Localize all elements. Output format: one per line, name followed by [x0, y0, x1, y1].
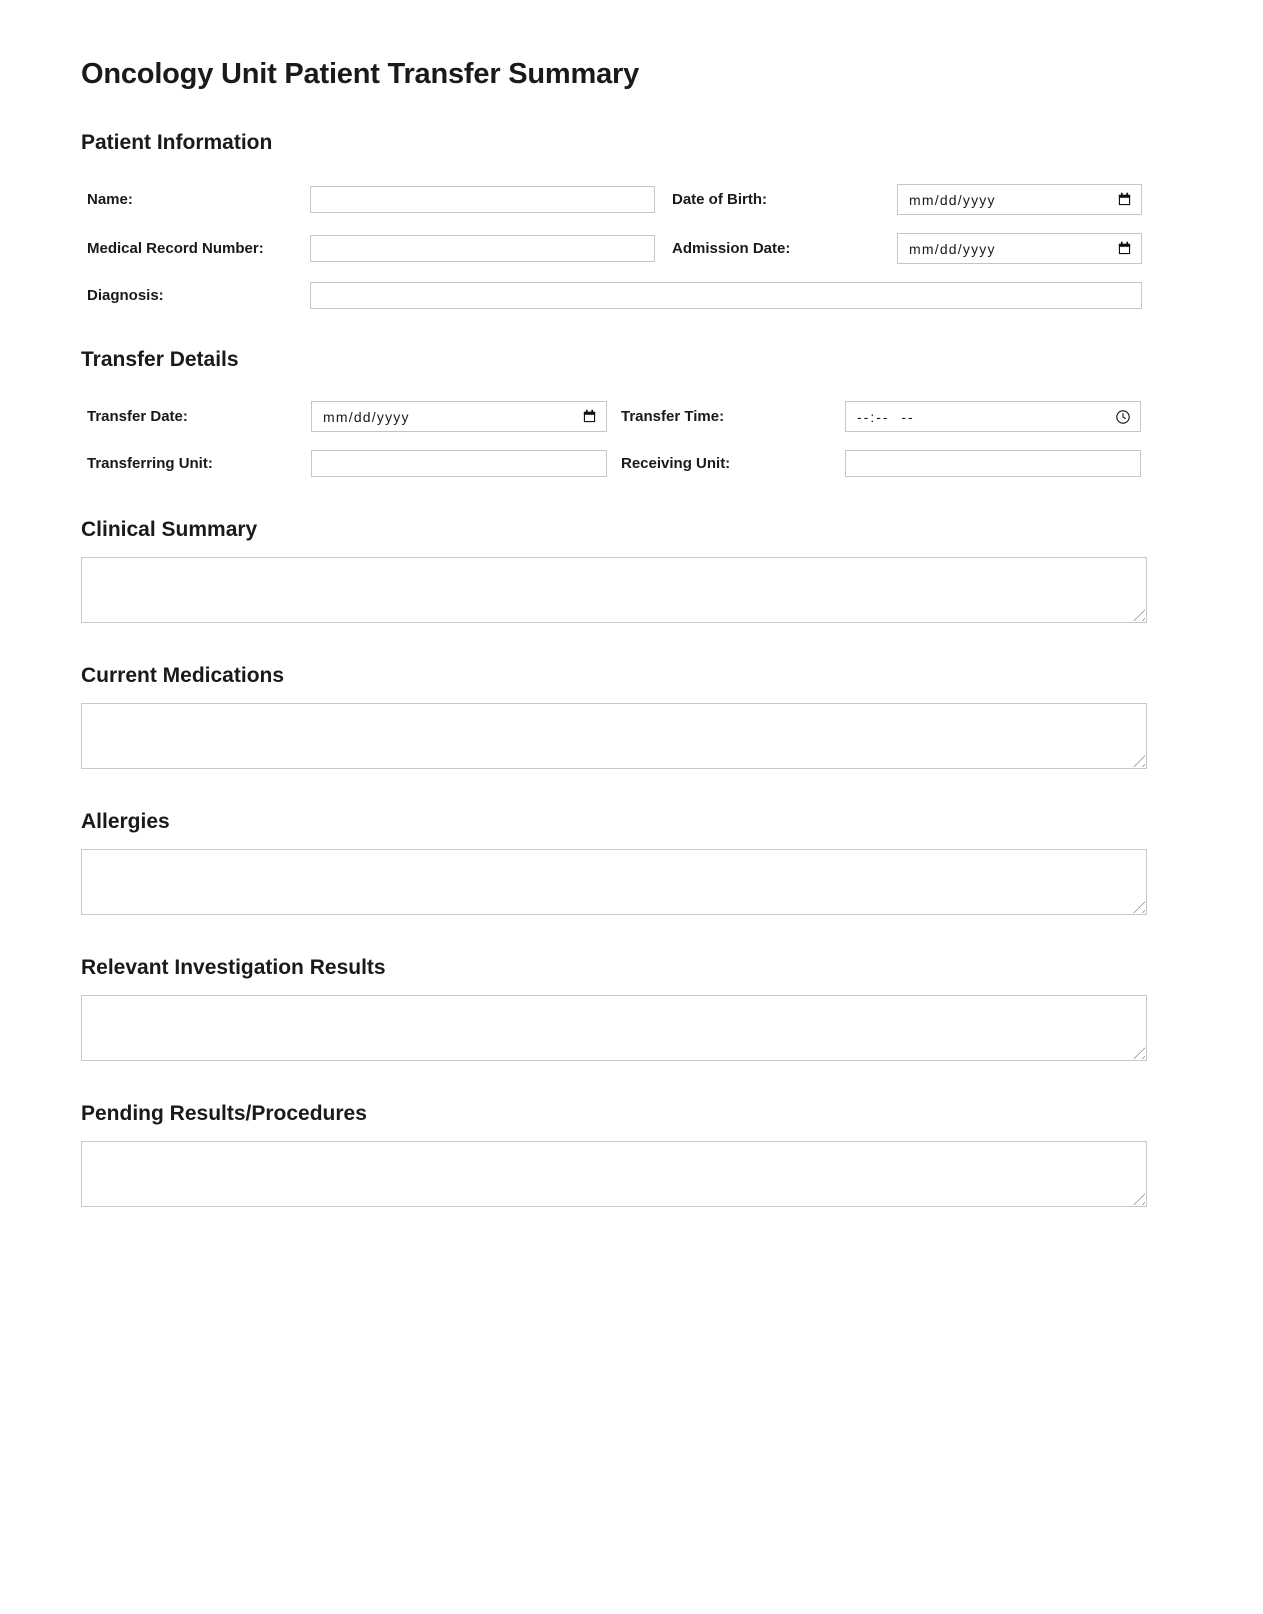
pending-results-procedures-field	[81, 1141, 1147, 1207]
date-of-birth-input[interactable]	[897, 184, 1142, 215]
diagnosis-label: Diagnosis:	[87, 286, 164, 304]
admission-date-placeholder: mm/dd/yyyy	[909, 240, 996, 257]
transfer-date-input[interactable]	[311, 401, 607, 432]
clinical-summary-field	[81, 557, 1147, 623]
name-label: Name:	[87, 190, 133, 208]
transferring-unit-input[interactable]	[311, 450, 607, 477]
calendar-icon[interactable]	[1117, 241, 1132, 256]
clinical-summary-textarea[interactable]	[81, 557, 1147, 623]
section-heading-pending-results-procedures: Pending Results/Procedures	[81, 1102, 367, 1125]
admission-date-label: Admission Date:	[672, 239, 791, 257]
transfer-time-label: Transfer Time:	[621, 407, 725, 425]
transfer-details-grid	[81, 401, 1147, 477]
medical-record-number-input[interactable]	[310, 235, 655, 262]
section-heading-patient-information: Patient Information	[81, 131, 273, 154]
date-of-birth-placeholder: mm/dd/yyyy	[909, 191, 996, 208]
name-input[interactable]	[310, 186, 655, 213]
transfer-time-input[interactable]	[845, 401, 1141, 432]
medical-record-number-label: Medical Record Number:	[87, 239, 264, 257]
transfer-time-placeholder: --:-- --	[857, 408, 915, 425]
date-of-birth-label: Date of Birth:	[672, 190, 767, 208]
relevant-investigation-results-textarea[interactable]	[81, 995, 1147, 1061]
admission-date-input[interactable]	[897, 233, 1142, 264]
receiving-unit-input[interactable]	[845, 450, 1141, 477]
pending-results-procedures-textarea[interactable]	[81, 1141, 1147, 1207]
form-page	[81, 0, 1147, 1207]
section-heading-transfer-details: Transfer Details	[81, 348, 239, 371]
current-medications-field	[81, 703, 1147, 769]
current-medications-textarea[interactable]	[81, 703, 1147, 769]
receiving-unit-label: Receiving Unit:	[621, 454, 731, 472]
calendar-icon[interactable]	[1117, 192, 1132, 207]
allergies-field	[81, 849, 1147, 915]
relevant-investigation-results-field	[81, 995, 1147, 1061]
patient-information-grid	[81, 184, 1147, 309]
transfer-date-label: Transfer Date:	[87, 407, 188, 425]
page-title: Oncology Unit Patient Transfer Summary	[81, 58, 640, 90]
diagnosis-input[interactable]	[310, 282, 1142, 309]
allergies-textarea[interactable]	[81, 849, 1147, 915]
calendar-icon[interactable]	[582, 409, 597, 424]
transferring-unit-label: Transferring Unit:	[87, 454, 213, 472]
section-heading-allergies: Allergies	[81, 810, 170, 833]
section-heading-clinical-summary: Clinical Summary	[81, 518, 258, 541]
clock-icon[interactable]	[1115, 409, 1131, 425]
transfer-date-placeholder: mm/dd/yyyy	[323, 408, 410, 425]
section-heading-current-medications: Current Medications	[81, 664, 285, 687]
section-heading-relevant-investigation-results: Relevant Investigation Results	[81, 956, 386, 979]
